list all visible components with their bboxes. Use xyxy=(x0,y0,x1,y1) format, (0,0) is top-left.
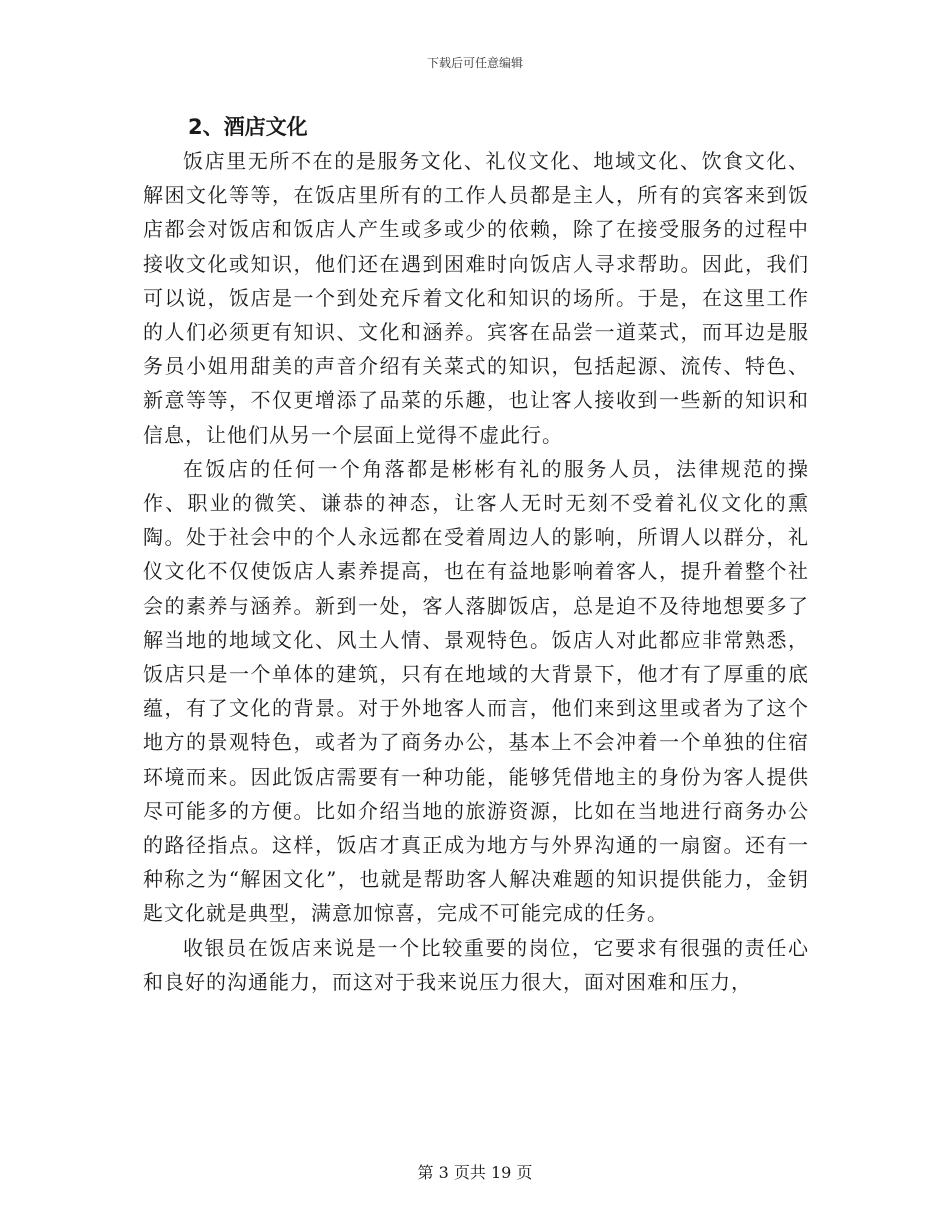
paragraph-2: 在饭店的任何一个角落都是彬彬有礼的服务人员，法律规范的操作、职业的微笑、谦恭的神态，让客人无时无刻不受着礼仪文化的熏陶。处于社会中的个人永远都在受着周边人的影响，所谓人以群分，礼仪文化不仅使饭店人素养提高，也在有益地影响着客人，提升着整个社会的素养与涵养。新到一处，客人落脚饭店，总是迫不及待地想要多了解当地的地域文化、风土人情、景观特色。饭店人对此都应非常熟悉，饭店只是一个单体的建筑，只有在地域的大背景下，他才有了厚重的底蕴，有了文化的背景。对于外地客人而言，他们来到这里或者为了这个地方的景观特色，或者为了商务办公，基本上不会冲着一个单独的住宿环境而来。因此饭店需要有一种功能，能够凭借地主的身份为客人提供尽可能多的方便。比如介绍当地的旅游资源，比如在当地进行商务办公的路径指点。这样，饭店才真正成为地方与外界沟通的一扇窗。还有一种称之为“解困文化”，也就是帮助客人解决难题的知识提供能力，金钥匙文化就是典型，满意加惊喜，完成不可能完成的任务。 xyxy=(143,456,809,926)
page-number: 第 3 页共 19 页 xyxy=(417,1163,533,1182)
header-note: 下载后可任意编辑 xyxy=(426,56,523,70)
paragraph-1: 饭店里无所不在的是服务文化、礼仪文化、地域文化、饮食文化、解困文化等等，在饭店里所有的工作人员都是主人，所有的宾客来到饭店都会对饭店和饭店人产生或多或少的依赖，除了在接受服务的过程中接收文化或知识，他们还在遇到困难时向饭店人寻求帮助。因此，我们可以说，饭店是一个到处充斥着文化和知识的场所。于是，在这里工作的人们必须更有知识、文化和涵养。宾客在品尝一道菜式，而耳边是服务员小姐用甜美的声音介绍有关菜式的知识，包括起源、流传、特色、新意等等，不仅更增添了品菜的乐趣，也让客人接收到一些新的知识和信息，让他们从另一个层面上觉得不虚此行。 xyxy=(143,149,809,447)
section-heading: 2、酒店文化 xyxy=(188,115,308,139)
document-body xyxy=(143,110,809,999)
paragraph-3: 收银员在饭店来说是一个比较重要的岗位，它要求有很强的责任心和良好的沟通能力，而这对于我来说压力很大，面对困难和压力， xyxy=(143,935,809,994)
